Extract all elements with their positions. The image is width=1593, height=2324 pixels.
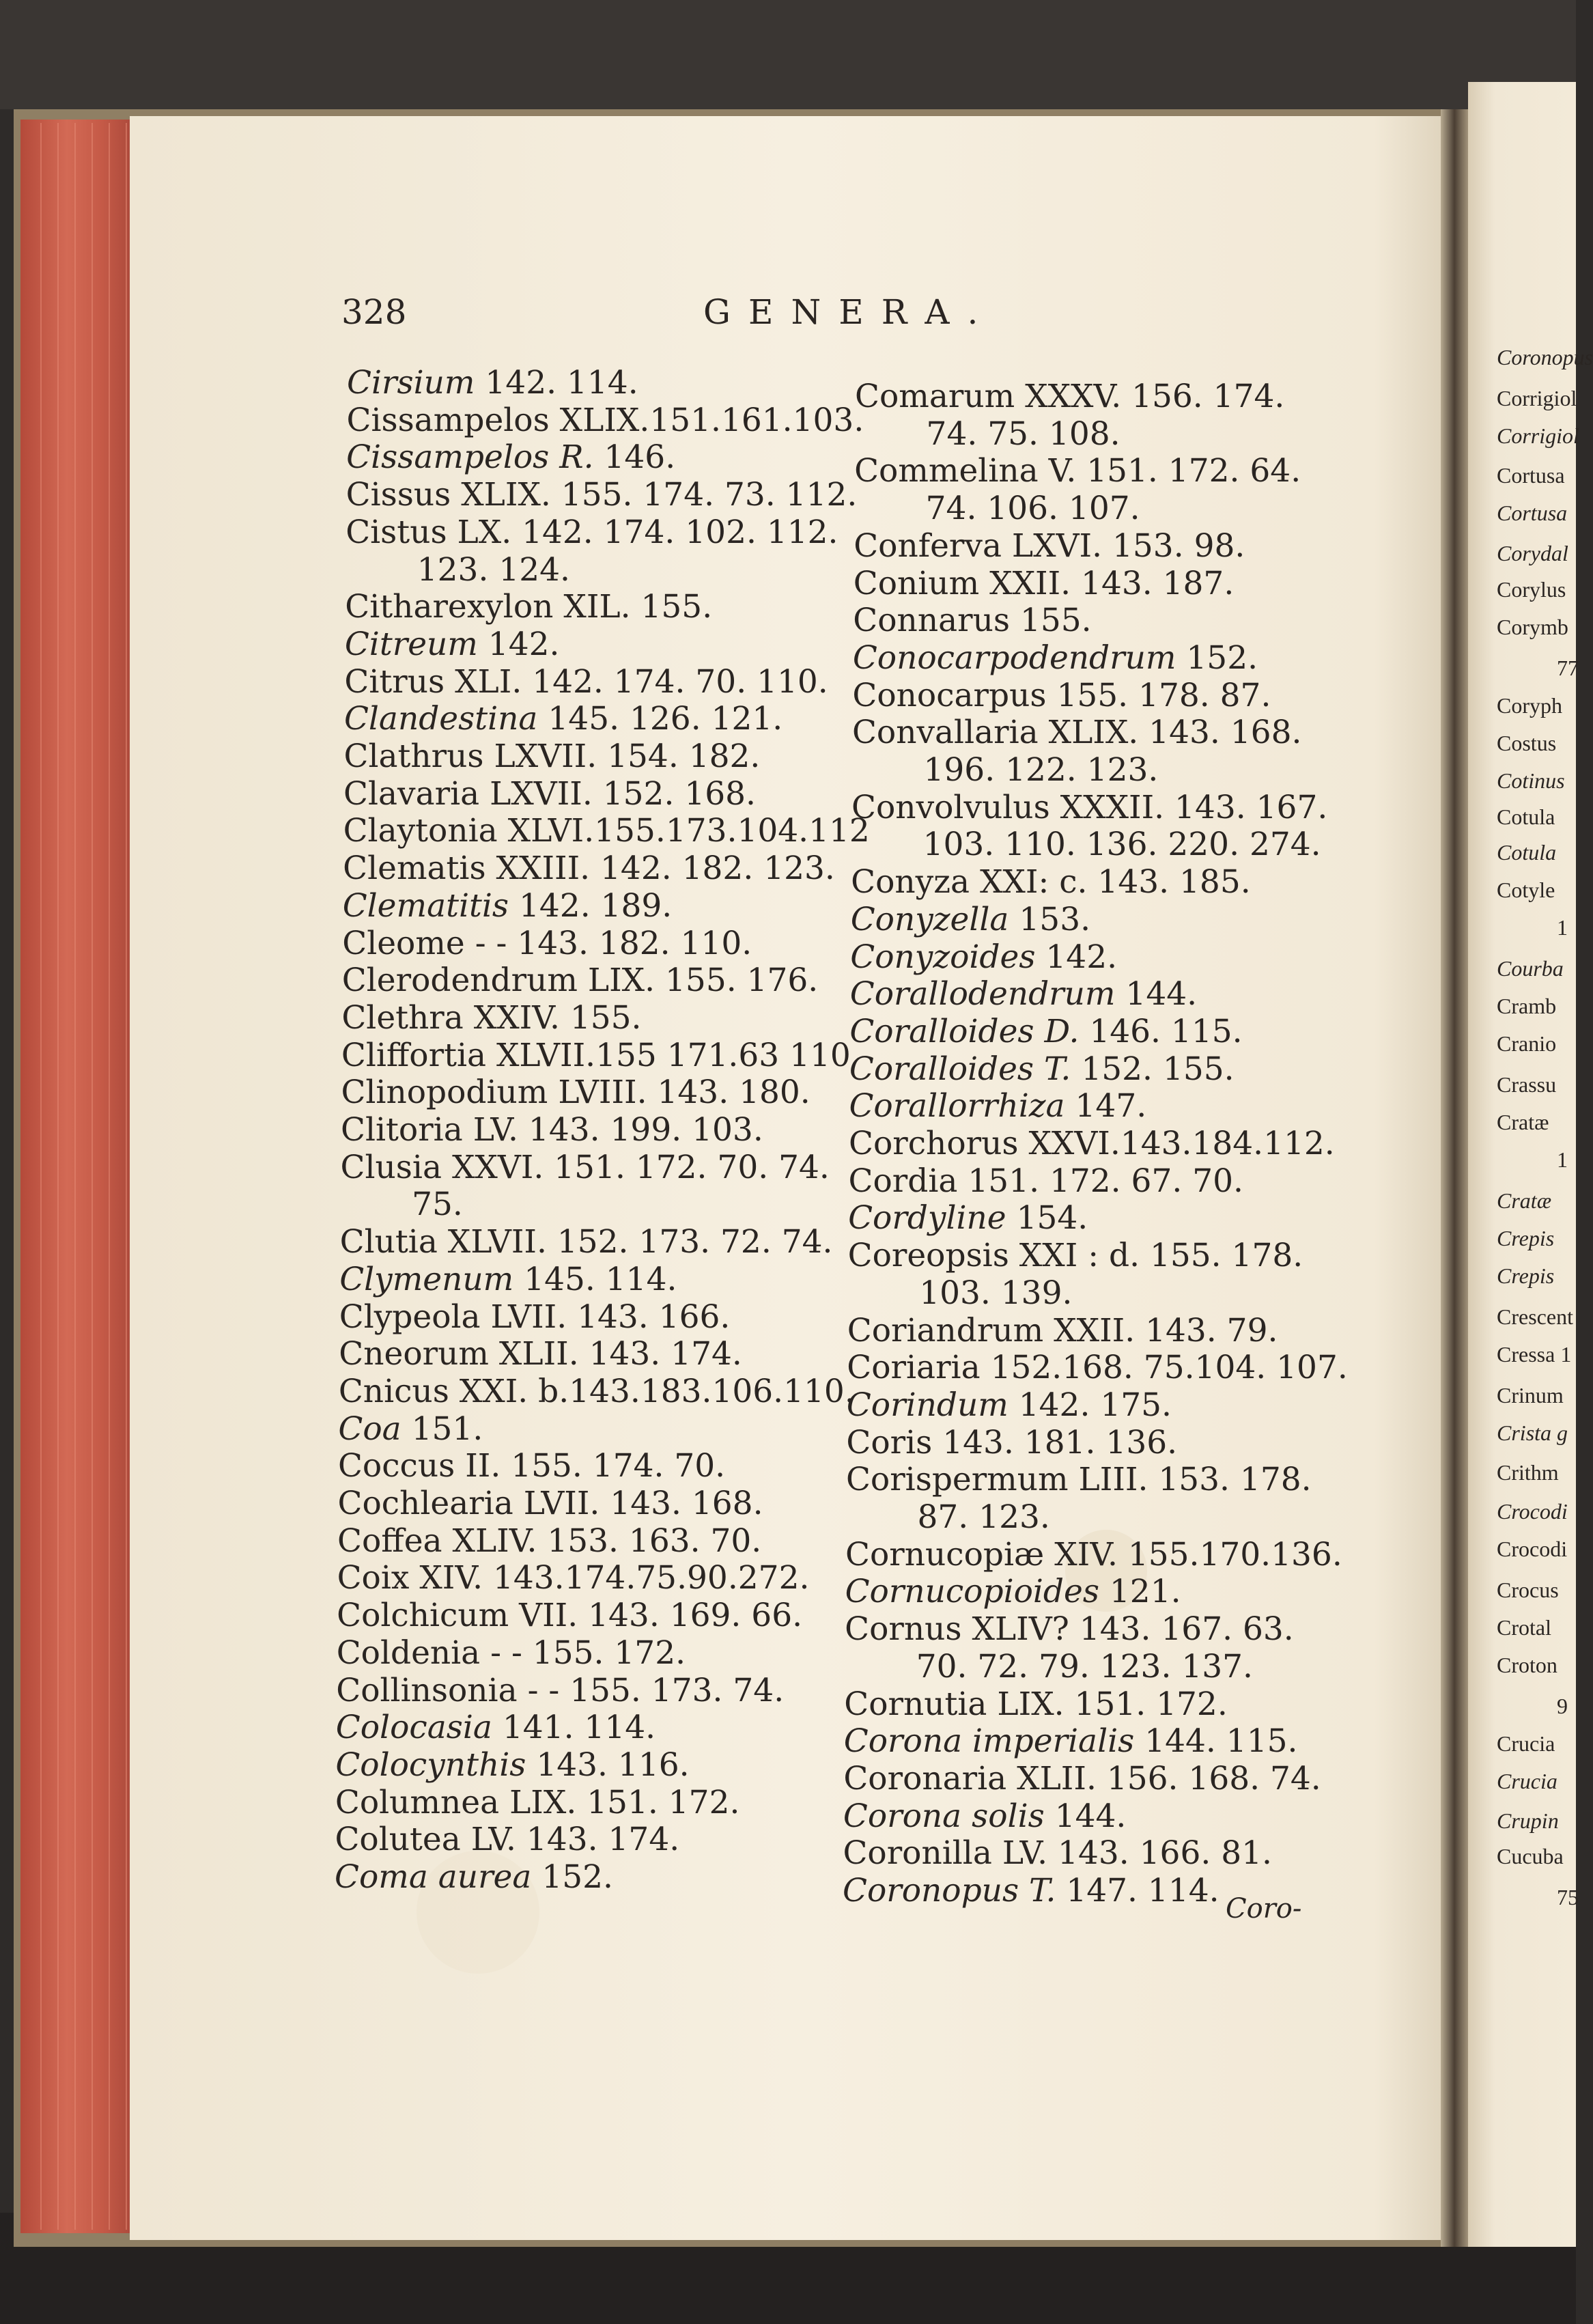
index-entry — [855, 378, 1284, 415]
genus-name: Coralloides T. — [849, 1050, 1071, 1088]
page-references: 144. 115. — [1144, 1722, 1298, 1761]
page-references: 142. — [488, 625, 560, 663]
genus-name: Coccus — [337, 1447, 455, 1485]
page-references: 154. — [1016, 1199, 1088, 1237]
page-references: 155. 178. 87. — [1056, 676, 1271, 714]
index-entry — [337, 1522, 761, 1560]
page-references: 146. — [604, 438, 676, 477]
page-references: 121. — [1109, 1573, 1181, 1611]
next-page-line: Cressa 1 — [1497, 1342, 1572, 1367]
genus-name: Cleome — [342, 924, 465, 962]
genus-name: Clavaria — [343, 774, 480, 813]
genus-name: Cordyline — [848, 1199, 1006, 1237]
index-entry — [852, 714, 1302, 751]
next-page-line: Cotula — [1497, 804, 1555, 829]
genus-name: Convolvulus — [851, 788, 1050, 826]
page-references: LVIII. 143. 180. — [558, 1074, 810, 1112]
index-entry — [338, 1410, 483, 1448]
index-entry — [843, 1760, 1321, 1797]
index-entry — [849, 1125, 1335, 1162]
next-page-line: 1 — [1557, 915, 1568, 940]
page-references: 144. — [1054, 1797, 1127, 1835]
page-references: 142. — [1045, 938, 1118, 976]
index-entry — [843, 1872, 1220, 1909]
index-entry — [341, 1037, 851, 1074]
genus-name: Coriaria — [847, 1349, 981, 1387]
index-entry — [851, 901, 1090, 938]
genus-name: Citreum — [344, 625, 478, 663]
index-entry — [847, 1386, 1172, 1424]
page-references: XLII. 156. 168. 74. — [1017, 1759, 1321, 1797]
index-entry — [854, 452, 1301, 490]
page-references: XXXII. 143. 167. — [1060, 788, 1328, 826]
next-page-line: Crotal — [1497, 1615, 1551, 1640]
genus-name: Clusia — [340, 1148, 442, 1186]
page-references: II. 155. 174. 70. — [465, 1447, 726, 1485]
entry-continuation: 103. 139. — [919, 1274, 1073, 1312]
genus-name: Citrus — [344, 662, 445, 701]
page-references: XXXV. 156. 174. — [1025, 378, 1285, 415]
next-page-line: 1 — [1557, 1147, 1568, 1172]
index-entry — [345, 626, 560, 663]
genus-name: Cissampelos — [346, 401, 550, 439]
page-references: 144. — [1125, 975, 1198, 1013]
index-entry — [853, 639, 1258, 677]
index-entry — [346, 476, 858, 514]
page-references: XLIV? 143. 167. 63. — [972, 1610, 1294, 1649]
page-references: LXVII. 152. 168. — [490, 774, 756, 813]
genus-name: Coronaria — [843, 1759, 1007, 1797]
genus-name: Coronilla — [843, 1834, 992, 1873]
genus-name: Cliffortia — [341, 1036, 487, 1074]
genus-name: Conocarpodendrum — [852, 639, 1176, 677]
genus-name: Coma aurea — [335, 1858, 532, 1896]
next-page-line: Courba — [1497, 956, 1564, 981]
next-page-line: Corylus — [1497, 577, 1566, 602]
index-entry — [339, 1298, 731, 1336]
page-references: 141. 114. — [502, 1709, 656, 1747]
index-entry — [846, 1424, 1177, 1461]
page-references: 142. 114. — [485, 364, 638, 402]
genus-name: Coa — [338, 1410, 401, 1448]
index-entry — [344, 663, 828, 701]
index-entry — [844, 1685, 1228, 1723]
index-entry — [848, 1237, 1303, 1274]
genus-name: Corchorus — [849, 1125, 1019, 1162]
page-references: V. 151. 172. 64. — [1048, 452, 1301, 490]
index-entry — [341, 1149, 830, 1186]
index-entry — [344, 738, 761, 775]
genus-name: Citharexylon — [345, 588, 554, 626]
page-references: XIL. 155. — [563, 588, 713, 626]
genus-name: Colocynthis — [335, 1746, 526, 1784]
page-references: XIV. 143.174.75.90.272. — [419, 1559, 810, 1597]
genus-name: Conocarpus — [852, 676, 1047, 714]
page-references: - - 155. 173. 74. — [527, 1671, 785, 1709]
page-references: LVII. 143. 168. — [523, 1485, 763, 1522]
index-entry — [843, 1834, 1272, 1872]
page-references: XXVI.143.184.112. — [1028, 1125, 1335, 1162]
index-entry — [339, 1373, 855, 1410]
entry-continuation: 103. 110. 136. 220. 274. — [922, 826, 1321, 864]
next-page-line: Crucia — [1497, 1769, 1557, 1793]
genus-name: Corispermum — [845, 1461, 1069, 1499]
genus-name: Conyzella — [850, 900, 1009, 938]
genus-name: Coix — [337, 1559, 410, 1597]
index-entry — [343, 812, 870, 850]
page-references: XXIV. 155. — [473, 998, 642, 1037]
next-page-line: Cortusa — [1497, 463, 1565, 488]
page-references: 152. 155. — [1081, 1050, 1235, 1088]
index-entry — [343, 887, 673, 925]
page-references: XLIX.151.161.103. — [559, 401, 864, 439]
entry-continuation: 75. — [412, 1186, 463, 1224]
index-entry — [337, 1597, 802, 1634]
page-references: XLI. 142. 174. 70. 110. — [455, 662, 828, 701]
index-entry — [336, 1672, 784, 1709]
next-page-line: Cucuba — [1497, 1844, 1564, 1868]
index-entry — [339, 1261, 677, 1298]
genus-name: Cnicus — [338, 1372, 449, 1410]
genus-name: Cornus — [845, 1610, 962, 1649]
page-references: XXI: c. 143. 185. — [979, 863, 1251, 901]
index-entry — [344, 700, 783, 738]
page-references: 152. — [1186, 639, 1258, 677]
index-entry — [342, 962, 818, 999]
page-references: VII. 143. 169. 66. — [519, 1597, 803, 1635]
index-entry — [347, 402, 864, 439]
page-references: 147. — [1075, 1087, 1147, 1125]
page-references: XXI : d. 155. 178. — [1019, 1237, 1303, 1275]
page-references: XXI. b.143.183.106.110. — [459, 1372, 855, 1410]
index-entry — [346, 514, 838, 551]
genus-name: Cistus — [346, 513, 447, 551]
page-references: 153. — [1019, 900, 1091, 938]
genus-name: Clandestina — [343, 700, 538, 738]
entry-continuation: 87. 123. — [917, 1498, 1050, 1536]
index-entry — [847, 1312, 1278, 1349]
page-references: 145. 114. — [524, 1260, 677, 1298]
genus-name: Cissampelos R. — [346, 438, 594, 477]
index-entry — [341, 1074, 810, 1111]
genus-name: Clematis — [343, 850, 486, 888]
page-references: - - 155. 172. — [490, 1634, 686, 1672]
page-references: LIII. 153. 178. — [1078, 1461, 1312, 1499]
page-references: 147. 114. — [1066, 1872, 1220, 1909]
next-page-line: Cranio — [1497, 1031, 1557, 1056]
entry-continuation: 196. 122. 123. — [923, 751, 1159, 789]
page-references: XXII. 143. 187. — [989, 564, 1235, 602]
genus-name: Coldenia — [336, 1634, 481, 1672]
index-entry — [342, 925, 752, 962]
entry-continuation: 70. 72. 79. 123. 137. — [916, 1647, 1253, 1685]
index-entry — [854, 565, 1235, 602]
page-references: LV. 143. 174. — [470, 1821, 680, 1859]
entry-continuation: 74. 106. 107. — [925, 490, 1140, 528]
page-references: 152.168. 75.104. 107. — [990, 1349, 1348, 1387]
next-page-line: Crocus — [1497, 1578, 1559, 1602]
page-references: LXVII. 154. 182. — [494, 738, 761, 775]
index-entry — [844, 1722, 1298, 1760]
next-page-line: Costus — [1497, 731, 1557, 755]
next-page-line: Crepis — [1497, 1263, 1555, 1288]
page-references: 151. — [411, 1410, 483, 1448]
next-page-line: Corrigiol — [1497, 386, 1577, 410]
next-page-line: Crithm — [1497, 1460, 1559, 1485]
index-entry — [340, 1223, 833, 1261]
genus-name: Columnea — [335, 1783, 500, 1821]
genus-name: Coronopus T. — [843, 1872, 1056, 1909]
genus-name: Cornutia — [844, 1685, 987, 1723]
page-references: XLVII.155 171.63 110 — [496, 1036, 851, 1074]
page-references: LV. 143. 166. 81. — [1002, 1834, 1272, 1873]
next-page-line: Cramb — [1497, 994, 1557, 1018]
page-references: XIV. 155.170.136. — [1054, 1535, 1342, 1573]
page-references: XLIX. 143. 168. — [1048, 714, 1302, 752]
genus-name: Corona imperialis — [843, 1722, 1135, 1761]
next-page-line: Cratæ — [1497, 1188, 1552, 1213]
index-entry — [845, 1573, 1181, 1610]
page-references: 152. — [541, 1858, 613, 1896]
next-page-line: Crepis — [1497, 1226, 1555, 1250]
index-entry — [341, 1111, 763, 1149]
entry-continuation: 74. 75. 108. — [926, 415, 1120, 453]
genus-name: Clerodendrum — [341, 962, 578, 1000]
page-references: LX. 142. 174. 102. 112. — [457, 513, 838, 551]
entry-continuation: 123. 124. — [417, 550, 570, 589]
genus-name: Connarus — [853, 602, 1010, 640]
page-references: XXII. 143. 79. — [1054, 1311, 1278, 1349]
genus-name: Corallodendrum — [849, 975, 1116, 1013]
index-entry — [335, 1784, 740, 1821]
index-entry — [845, 1536, 1342, 1573]
page-references: 155. — [1019, 602, 1092, 640]
index-entry — [850, 975, 1197, 1013]
genus-name: Corona solis — [843, 1797, 1045, 1835]
page-references: 151. 172. 67. 70. — [968, 1162, 1243, 1200]
next-page-line: Crucia — [1497, 1731, 1555, 1756]
index-entry — [846, 1461, 1312, 1498]
page-references: LVII. 143. 166. — [490, 1298, 731, 1336]
index-entry — [343, 850, 835, 887]
genus-name: Cneorum — [339, 1335, 489, 1373]
genus-name: Clethra — [341, 998, 464, 1037]
page-references: 142. 189. — [519, 886, 673, 925]
index-entry — [338, 1485, 763, 1522]
genus-name: Clathrus — [343, 738, 484, 775]
genus-name: Cirsium — [347, 364, 475, 402]
page-references: XLII. 143. 174. — [498, 1335, 742, 1373]
index-entry — [849, 1013, 1242, 1050]
page-references: XLIX. 155. 174. 73. 112. — [461, 476, 858, 514]
page-references: - - 143. 182. 110. — [475, 924, 752, 962]
page-references: 145. 126. 121. — [548, 700, 783, 738]
page-references: 143. 116. — [536, 1746, 690, 1784]
index-entry — [843, 1797, 1126, 1835]
genus-name: Convallaria — [851, 714, 1039, 752]
page-references: LXVI. 153. 98. — [1011, 527, 1245, 565]
genus-name: Clymenum — [339, 1260, 514, 1298]
next-page-line: 77 — [1557, 656, 1579, 680]
genus-name: Clematitis — [342, 886, 509, 925]
index-entry — [337, 1634, 686, 1672]
index-entry — [336, 1709, 655, 1746]
page-references: 142. 175. — [1018, 1386, 1172, 1424]
index-entry — [338, 1447, 725, 1485]
page-references: XXVI. 151. 172. 70. 74. — [451, 1148, 830, 1186]
index-entry — [339, 1335, 742, 1373]
index-entry — [335, 1821, 679, 1858]
genus-name: Colutea — [335, 1821, 461, 1859]
page-number: 328 — [341, 292, 407, 332]
index-entry — [343, 775, 756, 813]
genus-name: Coffea — [337, 1522, 442, 1560]
genus-name: Commelina — [854, 452, 1039, 490]
index-entry — [854, 527, 1245, 565]
catchword: Coro- — [1226, 1893, 1302, 1924]
page-references: 146. 115. — [1089, 1012, 1243, 1050]
index-entry — [335, 1746, 689, 1784]
next-page-line: Corymb — [1497, 615, 1568, 639]
index-entry — [341, 999, 641, 1037]
genus-name: Clypeola — [339, 1298, 481, 1336]
running-header: GENERA. — [703, 292, 996, 332]
next-page-line: 9 — [1557, 1694, 1568, 1718]
genus-name: Corallorrhiza — [849, 1087, 1065, 1125]
genus-name: Cornucopioides — [845, 1573, 1099, 1611]
genus-name: Conium — [853, 564, 980, 602]
next-page-line: 75 — [1557, 1885, 1579, 1909]
page-references: 143. 181. 136. — [942, 1423, 1178, 1461]
next-page-line: Corydal — [1497, 541, 1568, 565]
genus-name: Clinopodium — [341, 1074, 548, 1112]
next-page-line: Crupin — [1497, 1808, 1559, 1833]
page-references: XLVI.155.173.104.112 — [507, 812, 870, 850]
genus-name: Corindum — [846, 1386, 1009, 1424]
index-entry — [852, 677, 1271, 714]
index-entry — [848, 1199, 1088, 1237]
genus-name: Cissus — [346, 476, 451, 514]
genus-name: Conferva — [854, 527, 1002, 565]
genus-name: Colocasia — [335, 1709, 492, 1747]
next-page-line: Crescent — [1497, 1304, 1573, 1329]
next-page-line: Crassu — [1497, 1072, 1557, 1097]
next-page-line: Coronopus — [1497, 345, 1593, 369]
next-page-line: Cratæ — [1497, 1110, 1549, 1134]
index-entry — [335, 1858, 613, 1896]
next-page-line: Crocodi — [1497, 1537, 1568, 1561]
index-entry — [849, 1162, 1243, 1200]
index-entry — [851, 789, 1327, 826]
next-page-line: Cotula — [1497, 840, 1557, 865]
genus-name: Conyzoides — [850, 938, 1036, 976]
next-page-line: Corrigiol — [1497, 423, 1579, 448]
next-page-line: Crinum — [1497, 1383, 1564, 1408]
genus-name: Cochlearia — [337, 1485, 513, 1522]
index-entry — [851, 863, 1251, 901]
index-entry — [847, 1349, 1348, 1386]
page-references: XLIV. 153. 163. 70. — [452, 1522, 762, 1560]
genus-name: Claytonia — [343, 812, 498, 850]
page-references: LV. 143. 199. 103. — [473, 1111, 763, 1149]
index-entry — [346, 438, 675, 476]
genus-name: Conyza — [851, 863, 970, 901]
genus-name: Collinsonia — [336, 1671, 518, 1709]
index-entry — [849, 1087, 1146, 1125]
genus-name: Coriandrum — [847, 1311, 1044, 1349]
genus-name: Cornucopiæ — [845, 1535, 1045, 1573]
next-page-line: Crocodi — [1497, 1499, 1568, 1524]
index-entry — [337, 1559, 810, 1597]
next-page-line: Crista g — [1497, 1420, 1568, 1445]
genus-name: Clitoria — [341, 1111, 463, 1149]
page-references: XXIII. 142. 182. 123. — [496, 850, 835, 888]
genus-name: Coralloides D. — [849, 1012, 1080, 1050]
next-page-line: Cotyle — [1497, 878, 1555, 902]
index-entry — [853, 602, 1091, 639]
page-references: LIX. 151. 172. — [997, 1685, 1228, 1723]
page-references: LIX. 155. 176. — [587, 962, 819, 1000]
index-entry — [850, 938, 1117, 976]
index-entry — [845, 1610, 1294, 1648]
index-entry — [849, 1050, 1235, 1088]
genus-name: Comarum — [855, 378, 1015, 415]
next-page-line: Cotinus — [1497, 768, 1565, 793]
genus-name: Clutia — [339, 1223, 438, 1261]
next-page-line: Croton — [1497, 1653, 1557, 1677]
genus-name: Cordia — [848, 1162, 958, 1200]
page-references: XLVII. 152. 173. 72. 74. — [447, 1223, 833, 1261]
index-entry — [347, 364, 638, 402]
genus-name: Coris — [846, 1423, 933, 1461]
genus-name: Colchicum — [337, 1597, 509, 1635]
index-entry — [345, 588, 712, 626]
next-page-line: Cortusa — [1497, 501, 1568, 525]
page-references: LIX. 151. 172. — [509, 1783, 740, 1821]
next-page-line: Coryph — [1497, 693, 1562, 718]
genus-name: Coreopsis — [847, 1237, 1009, 1275]
